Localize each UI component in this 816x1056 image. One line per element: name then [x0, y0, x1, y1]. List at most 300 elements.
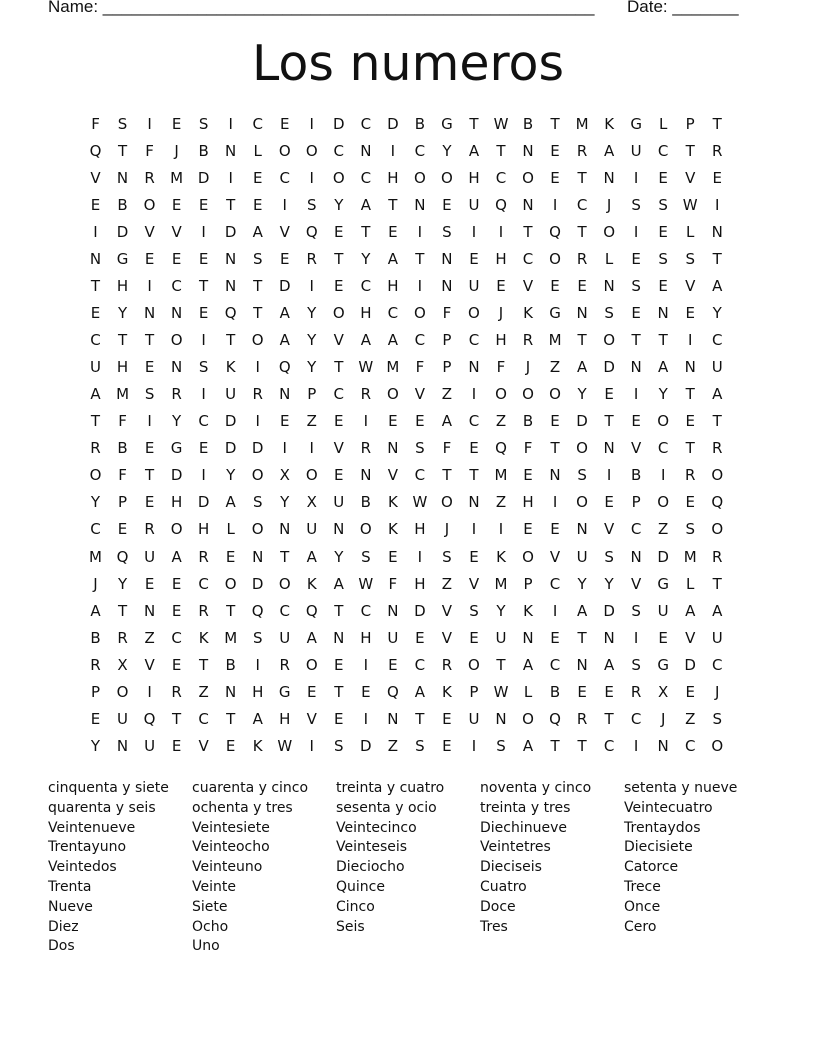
grid-cell[interactable]: E — [334, 466, 344, 485]
grid-cell[interactable]: E — [90, 304, 101, 323]
grid-cell[interactable]: H — [198, 520, 210, 539]
grid-cell[interactable]: S — [252, 250, 263, 269]
grid-cell[interactable]: C — [630, 520, 642, 539]
grid-cell[interactable]: Y — [307, 304, 317, 323]
grid-cell[interactable]: W — [358, 358, 374, 377]
grid-cell[interactable]: H — [360, 304, 372, 323]
grid-cell[interactable]: O — [711, 466, 724, 485]
grid-cell[interactable]: C — [414, 466, 426, 485]
grid-cell[interactable]: B — [522, 115, 534, 133]
grid-cell[interactable]: T — [577, 223, 587, 242]
grid-cell[interactable]: A — [279, 304, 290, 323]
grid-cell[interactable]: U — [144, 547, 156, 566]
grid-cell[interactable]: O — [576, 439, 588, 458]
grid-cell[interactable]: N — [225, 277, 237, 296]
grid-cell[interactable]: C — [657, 142, 669, 161]
grid-cell[interactable]: V — [306, 709, 317, 728]
grid-cell[interactable]: C — [387, 304, 399, 323]
grid-cell[interactable]: E — [198, 196, 209, 215]
grid-cell[interactable]: I — [309, 169, 314, 188]
grid-cell[interactable]: E — [279, 115, 290, 133]
grid-cell[interactable]: N — [279, 385, 291, 404]
grid-cell[interactable]: I — [552, 196, 558, 215]
grid-cell[interactable]: S — [712, 709, 722, 728]
grid-cell[interactable]: O — [441, 169, 453, 188]
grid-cell[interactable]: C — [360, 277, 372, 296]
grid-cell[interactable]: I — [417, 547, 423, 566]
grid-cell[interactable]: E — [685, 682, 695, 701]
grid-cell[interactable]: E — [171, 574, 182, 593]
grid-cell[interactable]: A — [658, 358, 669, 377]
grid-cell[interactable]: R — [306, 250, 317, 269]
grid-cell[interactable]: M — [494, 574, 508, 593]
grid-cell[interactable]: Q — [143, 709, 156, 728]
grid-cell[interactable]: R — [171, 682, 182, 701]
grid-cell[interactable]: U — [144, 736, 156, 755]
grid-cell[interactable]: G — [278, 682, 291, 701]
grid-cell[interactable]: N — [576, 655, 588, 674]
grid-cell[interactable]: N — [522, 196, 534, 215]
grid-cell[interactable]: L — [686, 574, 695, 593]
grid-cell[interactable]: S — [658, 250, 668, 269]
grid-cell[interactable]: E — [171, 736, 182, 755]
grid-cell[interactable]: F — [118, 412, 127, 431]
grid-cell[interactable]: E — [631, 304, 641, 323]
grid-cell[interactable]: O — [711, 520, 724, 539]
grid-cell[interactable]: O — [386, 385, 399, 404]
grid-cell[interactable]: Y — [604, 574, 614, 593]
grid-cell[interactable]: C — [684, 736, 696, 755]
grid-cell[interactable]: Y — [361, 250, 371, 269]
grid-cell[interactable]: A — [441, 412, 453, 431]
grid-cell[interactable]: F — [91, 115, 100, 133]
grid-cell[interactable]: A — [603, 142, 615, 161]
grid-cell[interactable]: I — [471, 520, 477, 539]
grid-cell[interactable]: H — [495, 250, 507, 269]
grid-cell[interactable]: U — [333, 493, 345, 512]
grid-cell[interactable]: O — [495, 385, 507, 404]
grid-cell[interactable]: R — [171, 385, 182, 404]
grid-cell[interactable]: S — [604, 304, 614, 323]
grid-cell[interactable]: T — [253, 277, 263, 296]
grid-cell[interactable]: N — [657, 736, 669, 755]
grid-cell[interactable]: T — [334, 358, 344, 377]
grid-cell[interactable]: O — [251, 520, 264, 539]
grid-cell[interactable]: E — [469, 439, 479, 458]
grid-cell[interactable]: R — [576, 142, 588, 161]
grid-cell[interactable]: L — [658, 115, 668, 133]
grid-cell[interactable]: A — [171, 547, 182, 566]
grid-cell[interactable]: C — [630, 709, 642, 728]
grid-cell[interactable]: E — [198, 250, 209, 269]
grid-cell[interactable]: N — [495, 709, 507, 728]
grid-cell[interactable]: M — [575, 115, 589, 133]
grid-cell[interactable]: S — [604, 547, 614, 566]
grid-cell[interactable]: O — [549, 250, 561, 269]
grid-cell[interactable]: F — [442, 439, 452, 458]
grid-cell[interactable]: A — [90, 601, 101, 620]
grid-cell[interactable]: S — [442, 223, 452, 242]
grid-cell[interactable]: M — [116, 385, 130, 404]
grid-cell[interactable]: Z — [685, 709, 696, 728]
grid-cell[interactable]: R — [252, 385, 263, 404]
grid-cell[interactable]: E — [604, 493, 614, 512]
grid-cell[interactable]: E — [685, 412, 695, 431]
grid-cell[interactable]: T — [712, 412, 722, 431]
grid-cell[interactable]: I — [93, 223, 98, 242]
grid-cell[interactable]: I — [687, 331, 693, 350]
grid-cell[interactable]: M — [224, 628, 238, 647]
grid-cell[interactable]: O — [116, 682, 129, 701]
grid-cell[interactable]: S — [442, 547, 452, 566]
grid-cell[interactable]: N — [657, 304, 669, 323]
grid-cell[interactable]: O — [413, 169, 426, 188]
grid-cell[interactable]: Q — [305, 223, 318, 242]
grid-cell[interactable]: R — [144, 169, 155, 188]
grid-cell[interactable]: V — [522, 277, 534, 296]
grid-cell[interactable]: C — [468, 331, 480, 350]
grid-cell[interactable]: T — [604, 412, 614, 431]
grid-cell[interactable]: P — [631, 493, 641, 512]
grid-cell[interactable]: Z — [441, 385, 453, 404]
grid-cell[interactable]: A — [333, 574, 344, 593]
grid-cell[interactable]: H — [116, 358, 129, 377]
grid-cell[interactable]: I — [498, 223, 504, 242]
grid-cell[interactable]: I — [255, 412, 260, 431]
grid-cell[interactable]: A — [387, 250, 398, 269]
grid-cell[interactable]: A — [387, 331, 398, 350]
grid-cell[interactable]: I — [228, 115, 233, 133]
grid-cell[interactable]: E — [442, 196, 452, 215]
grid-cell[interactable]: N — [116, 736, 129, 755]
grid-cell[interactable]: N — [630, 358, 642, 377]
grid-cell[interactable]: S — [469, 601, 479, 620]
grid-cell[interactable]: H — [495, 331, 507, 350]
grid-cell[interactable]: U — [576, 547, 588, 566]
grid-cell[interactable]: S — [631, 601, 641, 620]
grid-cell[interactable]: T — [712, 574, 722, 593]
grid-cell[interactable]: D — [657, 547, 669, 566]
grid-cell[interactable]: T — [226, 601, 236, 620]
grid-cell[interactable]: T — [469, 115, 479, 133]
grid-cell[interactable]: N — [360, 142, 372, 161]
grid-cell[interactable]: T — [280, 547, 290, 566]
grid-cell[interactable]: E — [90, 709, 101, 728]
grid-cell[interactable]: E — [171, 196, 182, 215]
grid-cell[interactable]: E — [523, 520, 533, 539]
grid-cell[interactable]: C — [90, 520, 101, 539]
grid-cell[interactable]: S — [334, 736, 344, 755]
grid-cell[interactable]: I — [147, 412, 152, 431]
grid-cell[interactable]: D — [251, 574, 264, 593]
grid-cell[interactable]: O — [468, 304, 480, 323]
grid-cell[interactable]: C — [468, 412, 480, 431]
grid-cell[interactable]: R — [360, 439, 372, 458]
grid-cell[interactable]: T — [469, 466, 479, 485]
grid-cell[interactable]: E — [469, 628, 479, 647]
grid-cell[interactable]: W — [493, 682, 509, 701]
grid-cell[interactable]: Y — [658, 385, 668, 404]
grid-cell[interactable]: C — [522, 250, 534, 269]
grid-cell[interactable]: N — [441, 277, 453, 296]
grid-cell[interactable]: E — [144, 439, 155, 458]
grid-cell[interactable]: I — [147, 682, 152, 701]
grid-cell[interactable]: Q — [549, 223, 561, 242]
grid-cell[interactable]: E — [415, 412, 425, 431]
grid-cell[interactable]: M — [683, 547, 697, 566]
grid-cell[interactable]: D — [360, 736, 372, 755]
grid-cell[interactable]: K — [523, 601, 533, 620]
grid-cell[interactable]: K — [387, 493, 398, 512]
grid-cell[interactable]: E — [550, 277, 560, 296]
grid-cell[interactable]: Q — [495, 196, 507, 215]
grid-cell[interactable]: Y — [577, 574, 587, 593]
grid-cell[interactable]: Z — [144, 628, 155, 647]
grid-cell[interactable]: P — [442, 358, 452, 377]
grid-cell[interactable]: B — [117, 196, 128, 215]
grid-cell[interactable]: T — [442, 466, 452, 485]
grid-cell[interactable]: E — [658, 277, 668, 296]
grid-cell[interactable]: E — [631, 250, 641, 269]
grid-cell[interactable]: E — [334, 709, 344, 728]
grid-cell[interactable]: T — [334, 682, 344, 701]
grid-cell[interactable]: V — [685, 277, 696, 296]
grid-cell[interactable]: I — [147, 277, 152, 296]
grid-cell[interactable]: J — [444, 520, 450, 539]
grid-cell[interactable]: H — [414, 520, 426, 539]
grid-cell[interactable]: K — [604, 115, 615, 133]
grid-cell[interactable]: E — [658, 169, 668, 188]
grid-cell[interactable]: E — [171, 655, 182, 674]
grid-cell[interactable]: T — [117, 142, 128, 161]
grid-cell[interactable]: U — [90, 358, 101, 377]
grid-cell[interactable]: R — [198, 601, 209, 620]
grid-cell[interactable]: C — [198, 709, 209, 728]
grid-cell[interactable]: I — [633, 169, 639, 188]
grid-cell[interactable]: D — [414, 601, 426, 620]
grid-cell[interactable]: O — [89, 466, 102, 485]
grid-cell[interactable]: N — [143, 304, 156, 323]
grid-cell[interactable]: T — [550, 736, 560, 755]
grid-cell[interactable]: F — [118, 466, 127, 485]
grid-cell[interactable]: O — [251, 466, 264, 485]
grid-cell[interactable]: V — [333, 439, 344, 458]
grid-cell[interactable]: I — [282, 196, 287, 215]
grid-cell[interactable]: S — [361, 547, 371, 566]
grid-cell[interactable]: N — [225, 142, 237, 161]
grid-cell[interactable]: I — [633, 628, 639, 647]
grid-cell[interactable]: R — [117, 628, 128, 647]
grid-cell[interactable]: V — [171, 223, 182, 242]
grid-cell[interactable]: E — [469, 547, 479, 566]
grid-cell[interactable]: Z — [495, 412, 507, 431]
grid-cell[interactable]: N — [522, 142, 534, 161]
grid-cell[interactable]: R — [90, 439, 101, 458]
grid-cell[interactable]: R — [712, 439, 723, 458]
grid-cell[interactable]: E — [550, 520, 560, 539]
grid-cell[interactable]: E — [415, 628, 425, 647]
grid-cell[interactable]: F — [415, 358, 425, 377]
grid-cell[interactable]: H — [387, 169, 399, 188]
grid-cell[interactable]: V — [685, 169, 696, 188]
grid-cell[interactable]: K — [252, 736, 263, 755]
grid-cell[interactable]: D — [170, 466, 183, 485]
grid-cell[interactable]: H — [116, 277, 129, 296]
grid-cell[interactable]: E — [604, 385, 614, 404]
grid-cell[interactable]: T — [577, 331, 587, 350]
grid-cell[interactable]: A — [225, 493, 236, 512]
grid-cell[interactable]: F — [388, 574, 398, 593]
grid-cell[interactable]: S — [252, 493, 263, 512]
grid-cell[interactable]: J — [93, 574, 98, 593]
grid-cell[interactable]: Y — [90, 493, 101, 512]
grid-cell[interactable]: P — [118, 493, 128, 512]
grid-cell[interactable]: J — [525, 358, 531, 377]
grid-cell[interactable]: D — [197, 493, 210, 512]
grid-cell[interactable]: E — [334, 223, 344, 242]
grid-cell[interactable]: V — [441, 601, 453, 620]
grid-cell[interactable]: E — [469, 250, 479, 269]
grid-cell[interactable]: J — [660, 709, 666, 728]
grid-cell[interactable]: A — [712, 277, 723, 296]
grid-cell[interactable]: C — [549, 574, 561, 593]
grid-cell[interactable]: Q — [711, 493, 724, 512]
grid-cell[interactable]: E — [442, 709, 452, 728]
grid-cell[interactable]: I — [255, 358, 260, 377]
grid-cell[interactable]: Y — [496, 601, 506, 620]
grid-cell[interactable]: A — [603, 655, 615, 674]
grid-cell[interactable]: O — [305, 466, 318, 485]
grid-cell[interactable]: T — [90, 412, 101, 431]
grid-cell[interactable]: H — [252, 682, 264, 701]
grid-cell[interactable]: I — [633, 385, 639, 404]
grid-cell[interactable]: D — [684, 655, 696, 674]
grid-cell[interactable]: A — [712, 601, 723, 620]
grid-cell[interactable]: I — [417, 223, 423, 242]
grid-cell[interactable]: U — [495, 628, 507, 647]
grid-cell[interactable]: T — [199, 277, 209, 296]
grid-cell[interactable]: A — [576, 601, 588, 620]
grid-cell[interactable]: T — [523, 223, 533, 242]
grid-cell[interactable]: T — [144, 466, 155, 485]
grid-cell[interactable]: V — [685, 628, 696, 647]
grid-cell[interactable]: A — [279, 331, 290, 350]
grid-cell[interactable]: T — [253, 304, 263, 323]
grid-cell[interactable]: Z — [198, 682, 209, 701]
grid-cell[interactable]: I — [201, 385, 206, 404]
grid-cell[interactable]: E — [658, 223, 668, 242]
grid-cell[interactable]: G — [657, 655, 669, 674]
grid-cell[interactable]: D — [197, 169, 210, 188]
name-field[interactable]: Name: ____________________________________________________ — [48, 0, 595, 16]
grid-cell[interactable]: C — [171, 628, 182, 647]
grid-cell[interactable]: I — [471, 223, 477, 242]
grid-cell[interactable]: A — [576, 358, 588, 377]
grid-cell[interactable]: Q — [89, 142, 102, 161]
grid-cell[interactable]: G — [549, 304, 561, 323]
grid-cell[interactable]: W — [358, 574, 374, 593]
grid-cell[interactable]: I — [282, 439, 287, 458]
grid-cell[interactable]: F — [145, 142, 154, 161]
grid-cell[interactable]: A — [360, 331, 371, 350]
grid-cell[interactable]: Y — [334, 547, 344, 566]
grid-cell[interactable]: I — [228, 169, 233, 188]
grid-cell[interactable]: E — [90, 196, 101, 215]
grid-cell[interactable]: S — [307, 196, 317, 215]
grid-cell[interactable]: N — [603, 277, 615, 296]
grid-cell[interactable]: S — [415, 736, 425, 755]
grid-cell[interactable]: T — [496, 142, 506, 161]
grid-cell[interactable]: S — [198, 358, 209, 377]
grid-cell[interactable]: U — [468, 196, 480, 215]
grid-cell[interactable]: C — [711, 331, 723, 350]
grid-cell[interactable]: O — [603, 223, 616, 242]
grid-cell[interactable]: O — [522, 385, 534, 404]
grid-cell[interactable]: E — [388, 547, 398, 566]
grid-cell[interactable]: E — [225, 547, 236, 566]
grid-cell[interactable]: L — [253, 142, 262, 161]
grid-cell[interactable]: G — [441, 115, 453, 133]
grid-cell[interactable]: R — [279, 655, 290, 674]
grid-cell[interactable]: E — [144, 358, 155, 377]
grid-cell[interactable]: I — [471, 385, 477, 404]
grid-cell[interactable]: O — [441, 493, 453, 512]
grid-cell[interactable]: E — [252, 169, 263, 188]
grid-cell[interactable]: M — [494, 466, 508, 485]
grid-cell[interactable]: E — [442, 736, 452, 755]
grid-cell[interactable]: M — [89, 547, 102, 566]
grid-cell[interactable]: I — [552, 493, 558, 512]
grid-cell[interactable]: W — [412, 493, 428, 512]
grid-cell[interactable]: P — [469, 682, 479, 701]
grid-cell[interactable]: B — [549, 682, 561, 701]
grid-cell[interactable]: T — [415, 250, 425, 269]
grid-cell[interactable]: Y — [90, 736, 101, 755]
grid-cell[interactable]: O — [305, 142, 318, 161]
grid-cell[interactable]: Q — [116, 547, 129, 566]
grid-cell[interactable]: T — [226, 331, 236, 350]
grid-cell[interactable]: N — [387, 439, 399, 458]
grid-cell[interactable]: N — [576, 520, 588, 539]
grid-cell[interactable]: S — [252, 628, 263, 647]
grid-cell[interactable]: T — [577, 169, 587, 188]
grid-cell[interactable]: A — [414, 682, 426, 701]
grid-cell[interactable]: E — [550, 412, 560, 431]
grid-cell[interactable]: N — [630, 547, 642, 566]
grid-cell[interactable]: U — [468, 277, 480, 296]
grid-cell[interactable]: K — [387, 520, 398, 539]
grid-cell[interactable]: E — [144, 574, 155, 593]
grid-cell[interactable]: Y — [226, 466, 236, 485]
grid-cell[interactable]: A — [306, 628, 317, 647]
grid-cell[interactable]: O — [711, 736, 724, 755]
grid-cell[interactable]: U — [657, 601, 669, 620]
grid-cell[interactable]: P — [307, 385, 317, 404]
grid-cell[interactable]: S — [658, 196, 668, 215]
grid-cell[interactable]: R — [630, 682, 642, 701]
grid-cell[interactable]: I — [255, 655, 260, 674]
grid-cell[interactable]: V — [333, 331, 344, 350]
grid-cell[interactable]: A — [90, 385, 101, 404]
grid-cell[interactable]: U — [225, 385, 237, 404]
grid-cell[interactable]: T — [415, 709, 425, 728]
grid-cell[interactable]: X — [306, 493, 317, 512]
grid-cell[interactable]: O — [224, 574, 237, 593]
grid-cell[interactable]: C — [333, 142, 345, 161]
grid-cell[interactable]: T — [334, 601, 344, 620]
grid-cell[interactable]: I — [633, 736, 639, 755]
grid-cell[interactable]: I — [715, 196, 720, 215]
